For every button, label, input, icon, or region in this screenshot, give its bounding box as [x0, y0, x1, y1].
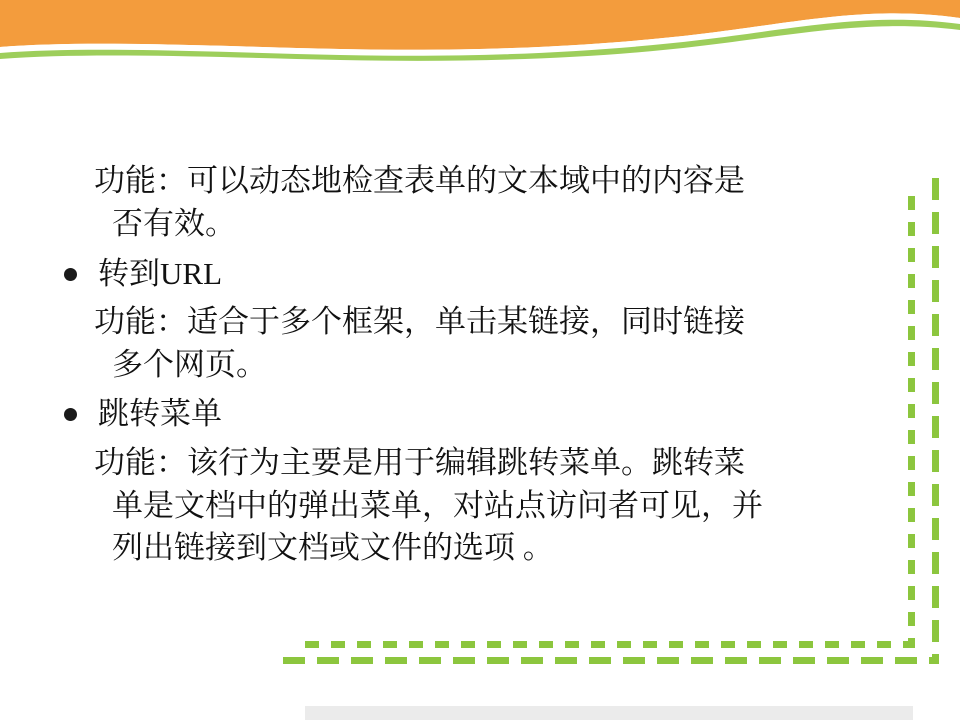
slide-body	[60, 160, 890, 572]
bottom-dashed-bar-outer	[283, 657, 932, 664]
bullet-item	[60, 392, 890, 435]
paragraph-line: 列出链接到文档或文件的选项 。	[112, 530, 554, 566]
paragraph-line: 多个网页。	[112, 346, 267, 382]
right-dashed-bar-inner	[908, 196, 915, 648]
bullet-dot-icon	[64, 408, 77, 421]
bullet-dot-icon	[64, 268, 77, 281]
bullet-item	[60, 252, 890, 295]
bottom-dashed-bar-inner	[305, 641, 915, 648]
right-dashed-bar-outer	[932, 178, 939, 664]
paragraph-line: 功能：适合于多个框架，单击某链接，同时链接	[94, 303, 745, 339]
top-banner-decoration	[0, 0, 960, 64]
paragraph-block	[60, 301, 890, 387]
paragraph-block	[60, 160, 890, 246]
paragraph-line: 功能：可以动态地检查表单的文本域中的内容是	[94, 163, 745, 198]
bullet-label: 转到URL	[98, 255, 222, 291]
paragraph-line: 否有效。	[112, 205, 236, 241]
bottom-grey-strip	[305, 706, 913, 720]
paragraph-line: 功能：该行为主要是用于编辑跳转菜单。跳转菜	[94, 444, 745, 480]
paragraph-line: 单是文档中的弹出菜单，对站点访问者可见，并	[112, 487, 763, 523]
paragraph-block	[60, 442, 890, 570]
bullet-label: 跳转菜单	[98, 396, 222, 432]
